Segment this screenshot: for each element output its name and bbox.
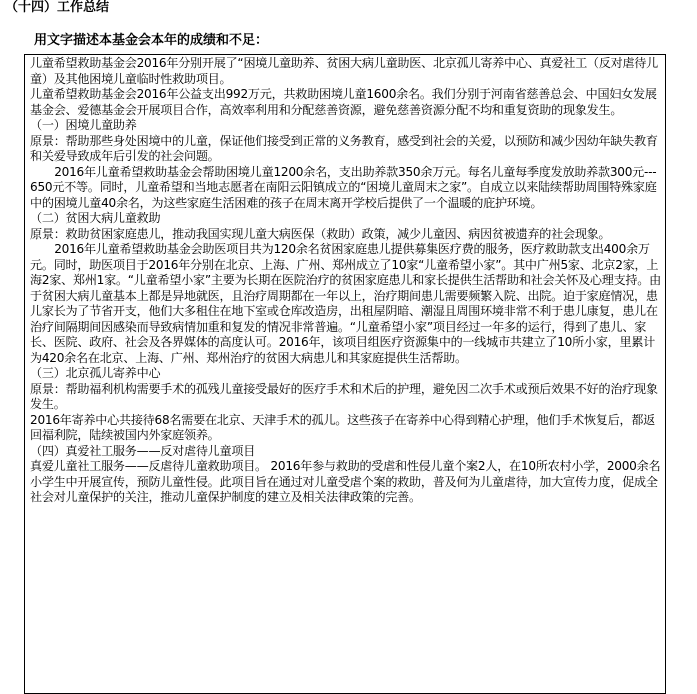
heading-medical-aid: （二）贫困大病儿童救助 — [30, 211, 161, 225]
paragraph-sponsorship-vision: 原景：帮助那些身处困境中的儿童，保证他们接受到正常的义务教育，感受到社会的关爱，以预防和减少因幼年缺失教育和关爱导致成年后引发的社会问题。 — [30, 133, 658, 163]
paragraph-overview: 儿童希望救助基金会2016年公益支出992万元，共救助困境儿童1600余名。我们分别于河南省慈善总会、中国妇女发展基金会、爱德基金会开展项目合作，高效率利用和分配慈善资源，避免慈善资源分配不均和重复资助的现象发生。 — [30, 87, 657, 117]
heading-sponsorship: （一）困境儿童助养 — [30, 118, 137, 132]
question-prompt: 用文字描述本基金会本年的成绩和不足： — [34, 33, 269, 48]
summary-content — [30, 56, 662, 506]
paragraph-intro: 儿童希望救助基金会2016年分别开展了“困境儿童助养、贫困大病儿童助医、北京孤儿寄养中心、真爱社工（反对虐待儿童）及其他困境儿童临时性救助项目。 — [30, 56, 658, 86]
paragraph-social-work-detail: 真爱儿童社工服务——反虐待儿童救助项目。 2016年参与救助的受虐和性侵儿童个案2人，在10所农村小学，2000余名小学生中开展宣传，预防儿童性侵。此项目旨在通过对儿童受虐个案的救助，普及何为儿童虐待，加大宣传力度，促成全社会对儿童保护的关注，推动儿童保护制度的建立及相关法律政策的完善。 — [30, 459, 661, 504]
paragraph-sponsorship-detail: 2016年儿童希望救助基金会帮助困境儿童1200余名，支出助养款350余万元。每名儿童每季度发放助养款300元---650元不等。同时，儿童希望和当地志愿者在南阳云阳镇成立的“困境儿童周末之家”。自成立以来陆续帮助周围特殊家庭中的困境儿童40余名，为这些家庭生活困难的孩子在周末离开学校后提供了一个温暖的庇护环境。 — [30, 164, 657, 210]
summary-text-box — [24, 54, 666, 694]
paragraph-medical-vision: 原景：救助贫困家庭患儿，推动我国实现儿童大病医保（救助）政策，减少儿童因、病因贫被遗弃的社会现象。 — [30, 226, 611, 241]
section-title: （十四）工作总结 — [5, 0, 110, 15]
heading-social-work: （四）真爱社工服务——反对虐待儿童项目 — [30, 443, 256, 458]
paragraph-foster-detail: 2016年寄养中心共接待68名需要在北京、天津手术的孤儿。这些孩子在寄养中心得到精心护理，他们手术恢复后，都返回福利院，陆续被国内外家庭领养。 — [30, 412, 656, 442]
paragraph-foster-vision: 原景：帮助福利机构需要手术的孤残儿童接受最好的医疗手术和术后的护理，避免因二次手术或预后效果不好的治疗现象发生。 — [30, 381, 658, 411]
heading-foster-center: （三）北京孤儿寄养中心 — [30, 366, 161, 380]
paragraph-medical-detail: 2016年儿童希望救助基金会助医项目共为120余名贫困家庭患儿提供募集医疗费的服务，医疗救助款支出400余万元。同时，助医项目于2016年分别在北京、上海、广州、郑州成立了10家“儿童希望小家”。其中广州5家、北京2家，上海2家、郑州1家。“儿童希望小家”主要为长期在医院治疗的贫困家庭患儿和家长提供生活帮助和社会关怀及心理支持。由于贫困大病儿童基本上都是异地就医，且治疗周期都在一年以上，治疗期间患儿需要频繁入院、出院。迫于家庭情况，患儿家长为了节省开支，他们大多租住在地下室或仓库改造房，出租屋阴暗、潮湿且周围环境非常不利于患儿康复，患儿在治疗间隔期间因感染而导致病情加重和复发的情况非常普遍。“儿童希望小家”项目经过一年多的运行，得到了患儿、家长、医院、政府、社会及各界媒体的高度认可。2016年，该项目组医疗资源集中的一线城市共建立了10所小家，里累计为420余名在北京、上海、广州、郑州治疗的贫困大病患儿和其家庭提供生活帮助。 — [30, 242, 661, 365]
